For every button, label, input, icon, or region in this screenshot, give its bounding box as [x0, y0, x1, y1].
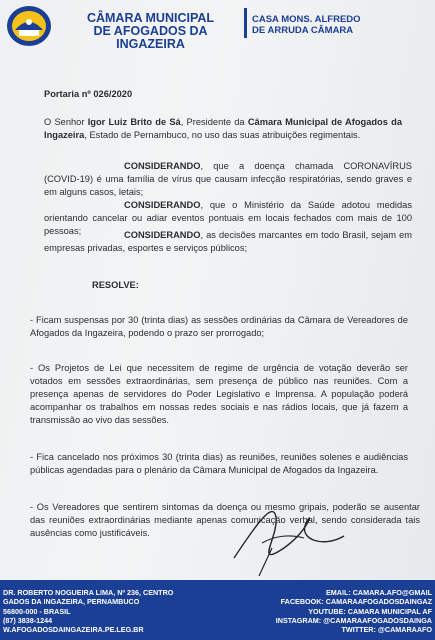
resolution-3: - Fica cancelado nos próximos 30 (trinta dias) as reuniões, reuniões solenes e audiências públicas agendadas para o plenário da Câmara Municipal de Afogados da Ingazeira.: [30, 452, 408, 475]
footer-instagram: INSTAGRAM: @CAMARAAFOGADOSDAINGA: [275, 615, 432, 625]
municipal-seal-icon: [5, 4, 53, 48]
chamber-title-line2: DE AFOGADOS DA INGAZEIRA: [93, 24, 208, 51]
resolve-heading: RESOLVE:: [92, 280, 139, 290]
portaria-number: Portaria nº 026/2020: [44, 89, 133, 99]
signature: [214, 488, 364, 583]
chamber-name: Câmara Municipal de Afogados da Ingazeira: [44, 117, 402, 140]
footer-phone: (87) 3838-1244: [3, 615, 53, 625]
header-divider: [244, 8, 247, 38]
footer-email: EMAIL: CAMARA.AFO@GMAIL: [325, 588, 432, 597]
considerando-1: [44, 160, 412, 199]
footer-contacts: [202, 588, 432, 634]
footer-website: W.AFOGADOSDAINGAZEIRA.PE.LEG.BR: [3, 625, 144, 635]
house-name-line2: DE ARRUDA CÂMARA: [252, 25, 354, 36]
footer-address-line: 56800-000 - BRASIL: [3, 606, 71, 616]
president-name: Igor Luiz Brito de Sá: [87, 117, 181, 127]
footer-address-line: DR. ROBERTO NOGUEIRA LIMA, Nº 236, CENTRO: [3, 588, 174, 597]
considerando-3: [44, 229, 412, 255]
footer-address-line: GADOS DA INGAZEIRA, PERNAMBUCO: [3, 597, 140, 607]
considerando-2-text: , que o Ministério da Saúde adotou medidas orientando cancelar ou adiar eventos pontuais em locais fechados com mais de 100 pessoas;: [44, 200, 412, 236]
chamber-title: [63, 12, 238, 51]
footer-twitter: TWITTER: @CAMARAAFO: [341, 625, 432, 635]
resolution-1: - Ficam suspensas por 30 (trinta dias) as sessões ordinárias da Câmara de Vereadores de Afogados da Ingazeira, podendo o prazo ser prorrogado;: [30, 315, 408, 338]
intro-mid: , Presidente da: [180, 117, 248, 127]
intro-post: , Estado de Pernambuco, no uso das suas atribuições regimentais.: [84, 130, 361, 140]
footer-address: [3, 588, 203, 634]
intro-pre: O Senhor: [44, 117, 88, 127]
considerando-label: CONSIDERANDO: [124, 200, 201, 210]
considerando-1-text: , que a doença chamada CORONAVÍRUS (COVID-19) é uma família de vírus que causam infecção respiratórias, sendo graves e em alguns casos, letais;: [44, 161, 412, 197]
resolution-2: - Os Projetos de Lei que necessitem de regime de urgência de votação deverão ser votados em sessões extraordinárias, sem presença de público nas reuniões. Com a presença apenas de servidores do Poder Legislativo e Imprensa. A população poderá acompanhar os trabalhos em nossas redes sociais e nas rádios locais, que já fazem a transmissão ao vivo das sessões.: [30, 363, 408, 425]
considerando-label: CONSIDERANDO: [124, 230, 201, 240]
footer: [0, 580, 435, 640]
considerando-label: CONSIDERANDO: [124, 161, 201, 171]
house-name-line1: CASA MONS. ALFREDO: [252, 14, 361, 25]
resolution-4: - Os Vereadores que sentirem sintomas da doença ou mesmo gripais, poderão se ausentar das reuniões extraordinárias mediante apenas comunicação verbal, sendo considerada tais ausências como justificáveis.: [30, 502, 420, 538]
footer-youtube: YOUTUBE: CAMARA MUNICIPAL AF: [308, 606, 432, 616]
footer-facebook: FACEBOOK: CAMARAAFOGADOSDAINGAZ: [280, 597, 432, 607]
chamber-title-line1: CÂMARA MUNICIPAL: [86, 11, 215, 25]
intro-paragraph: [44, 116, 402, 142]
house-name: [252, 14, 382, 36]
considerando-3-text: , as decisões marcantes em todo Brasil, sejam em empresas privadas, esportes e serviços públicos;: [44, 230, 412, 253]
